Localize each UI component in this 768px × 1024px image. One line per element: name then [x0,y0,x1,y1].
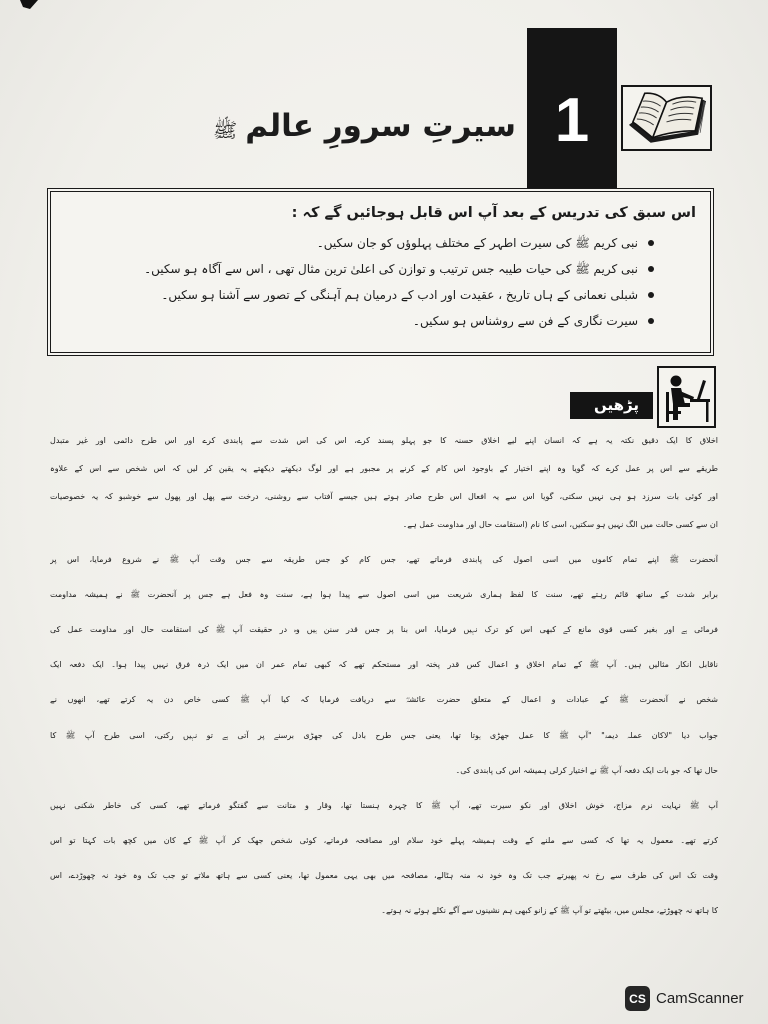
reading-label: پڑھیں [570,392,653,419]
person-reading-icon-graphic [659,368,714,426]
camscanner-logo: CS [625,986,650,1011]
body-line: فرمائی ہے اور بغیر کسی قوی مانع کے کبھی اس کو ترک نہیں فرمایا، اس بنا پر جس قدر سنن ہیں وہ در حقیقت آپ ﷺ کی استقامت حال اور مداومت عمل کی [50,625,718,634]
unit-number: 1 [554,86,590,155]
person-reading-icon [657,366,716,428]
objective-item [71,282,654,308]
body-line: شخص نے آنحضرت ﷺ کے عبادات و اعمال کے متعلق حضرت عائشہؓ سے دریافت فرمایا کہ کیا آپ ﷺ کسی خاص دن یہ کرتے تھے، انھوں نے [50,695,718,704]
unit-number-block [527,28,617,188]
objectives-list [71,230,654,334]
body-line: آپ ﷺ نہایت نرم مزاج، خوش اخلاق اور نکو سیرت تھے، آپ ﷺ کا چہرہ ہنستا تھا، وقار و متانت سے گفتگو فرماتے تھے، کسی کی خاطر شکنی نہیں [50,801,718,810]
open-book-icon [621,85,712,151]
open-book-icon-graphic [623,87,710,149]
body-line: جواب دیا "لاکان عملہ دیمۃ" "آپ ﷺ کا عمل جھڑی ہوتا تھا، یعنی جس طرح بادل کی جھڑی برسنے پر آتی ہے تو نہیں رکتی، اسی طرح آپ ﷺ کا [50,731,718,740]
objective-text: سیرت نگاری کے فن سے روشناس ہو سکیں۔ [412,314,638,328]
objective-item [71,230,654,256]
objective-text: شبلی نعمانی کے ہاں تاریخ ، عقیدت اور ادب کے درمیان ہم آہنگی کے تصور سے آشنا ہو سکیں۔ [161,288,638,302]
body-line: کرتے تھے۔ معمول یہ تھا کہ کسی سے ملنے کے وقت ہمیشہ پہلے خود سلام اور مصافحہ فرماتے، کوئی شخص جھک کر آپ ﷺ کے کان میں کچھ بات کہتا تو اس [50,836,718,845]
title-honorific: ﷺ [213,118,238,142]
camscanner-watermark [625,986,744,1011]
bullet-icon [648,318,654,324]
body-line: اخلاق کا ایک دقیق نکتہ یہ ہے کہ انسان اپنے لیے اخلاق حسنہ کا جو پہلو پسند کرے، اس کی اس شدت سے پابندی کرے اور اس طرح دائمی اور غیر متبدل [50,436,718,445]
objective-text: نبی کریم ﷺ کی حیات طیبہ جس ترتیب و توازن کی اعلیٰ ترین مثال تھی ، اس سے آگاہ ہو سکیں۔ [144,262,638,276]
body-line: اور کوئی بات سرزد ہو ہی نہیں سکتی، گویا اس سے یہ افعال اس طرح صادر ہوتے ہیں جیسے آفتاب سے روشنی، درخت سے پھل اور پھول سے خوشبو کہ یہ خصوصیات [50,492,718,501]
body-line: حال تھا کہ جو بات ایک دفعہ آپ ﷺ نے اختیار کرلی ہمیشہ اس کی پابندی کی۔ [455,766,718,775]
bullet-icon [648,240,654,246]
objective-text: نبی کریم ﷺ کی سیرت اطہر کے مختلف پہلوؤں کو جان سکیں۔ [316,236,638,250]
objective-item [71,308,654,334]
chapter-title: سیرتِ سرورِ عالم [245,108,516,144]
body-line: ناقابل انکار مثالیں ہیں۔ آپ ﷺ کے تمام اخلاق و اعمال کس قدر پختہ اور مستحکم تھے کہ کبھی تمام عمر ان میں ایک ذرہ فرق نہیں پیدا ہوا۔ ایک دفعہ ایک [50,660,718,669]
body-line: ان سے کسی حالت میں الگ نہیں ہو سکتیں، اسی کا نام (استقامت حال اور مداومت عمل ہے۔ [402,520,718,529]
body-line: کا ہاتھ نہ چھوڑتے، مجلس میں، بیٹھتے تو آپ ﷺ کے زانو کبھی ہم نشینوں سے آگے نکلے ہوئے نہ ہوتے۔ [381,906,718,915]
corner-mark [20,0,40,12]
body-line: وقت تک اس کی طرف سے رخ نہ پھیرتے جب تک وہ خود نہ منہ ہٹالے، مصافحہ میں بھی یہی معمول تھا، یعنی کسی سے ہاتھ ملاتے تو جب تک وہ خود نہ چھوڑدے، اس [50,871,718,880]
body-line: طریقے سے اس پر عمل کرے کہ گویا وہ اپنے اختیار کے باوجود اس کام کے کرنے پر مجبور ہے اور لوگ دیکھتے دیکھتے یہ یقین کر لیں کہ اس شخص سے اس کے علاوہ [50,464,718,473]
body-line: آنحضرت ﷺ اپنے تمام کاموں میں اسی اصول کی پابندی فرماتے تھے، جس کام کو جس طریقہ سے جس وقت آپ ﷺ نے شروع فرمایا، اس پر [50,555,718,564]
objective-item [71,256,654,282]
bullet-icon [648,266,654,272]
bullet-icon [648,292,654,298]
chapter-title-row [213,104,516,148]
objectives-box [47,188,714,356]
camscanner-label: CamScanner [656,990,744,1007]
body-line: برابر شدت کے ساتھ قائم رہتے تھے، سنت کا لفظ ہماری شریعت میں اسی اصول سے پیدا ہوا ہے، سنت وہ فعل ہے جس پر آنحضرت ﷺ نے ہمیشہ مداومت [50,590,718,599]
objectives-heading: اس سبق کی تدریس کے بعد آپ اس قابل ہوجائیں گے کہ : [291,205,696,221]
